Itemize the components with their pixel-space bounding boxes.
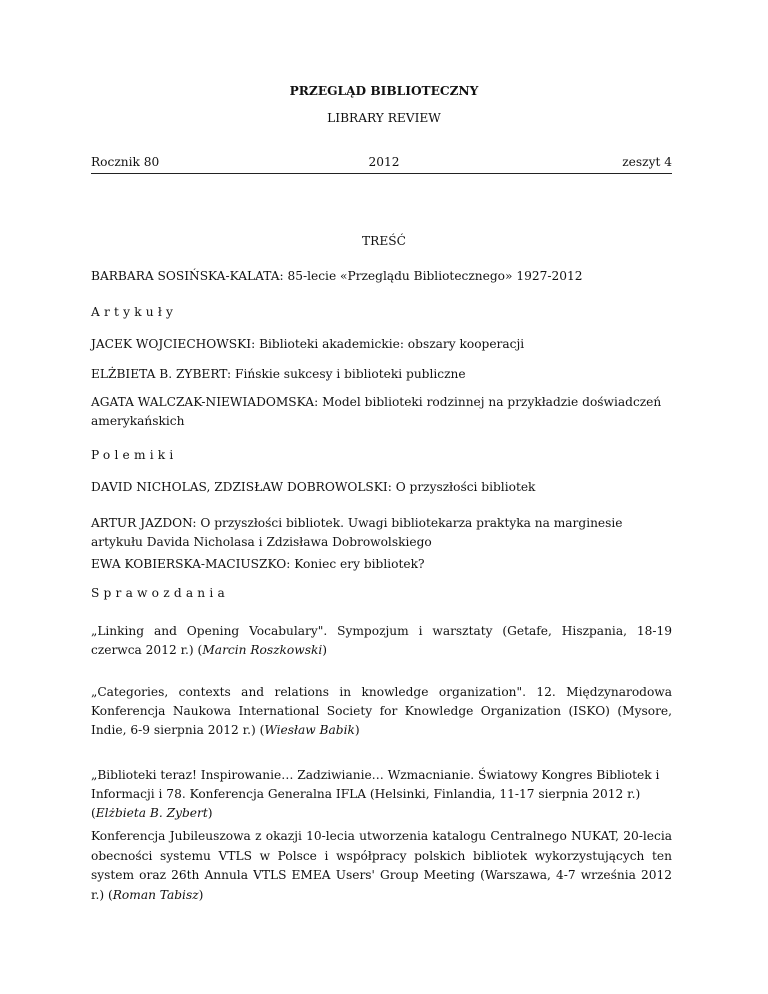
entry-title: O przyszłości bibliotek. Uwagi bibliotekarza praktyka na marginesie	[200, 516, 623, 530]
entry-title: Model biblioteki rodzinnej na przykładzie doświadczeń	[322, 395, 662, 409]
entry-text: „Biblioteki teraz! Inspirowanie… Zadziwianie… Wzmacnianie. Światowy Kongres Bibliotek i Informacji i 78. Konferencja Generalna IFLA (Helsinki, Finlandia, 11-17 sierpnia 2012 r.) (	[91, 768, 660, 820]
section-heading-polemics: Polemiki	[91, 448, 178, 462]
entry-text: „Categories, contexts and relations in knowledge organization". 12. Międzynarodowa Konferencja Naukowa International Society for Knowledge Organization (ISKO) (Mysore, Indie, 6-9 sierpnia 2012 r.) (	[91, 685, 672, 737]
entry-author: DAVID NICHOLAS, ZDZISŁAW DOBROWOLSKI:	[91, 480, 392, 494]
entry-title: Fińskie sukcesy i biblioteki publiczne	[234, 367, 466, 381]
report-entry	[91, 683, 672, 740]
article-entry	[91, 393, 672, 431]
entry-close: )	[207, 806, 213, 820]
entry-title: Koniec ery bibliotek?	[294, 557, 425, 571]
header-rule	[91, 173, 672, 174]
section-heading-reports: Sprawozdania	[91, 586, 229, 600]
entry-reporter: Marcin Roszkowski	[202, 643, 323, 657]
issue-label: zeszyt 4	[622, 155, 672, 169]
article-entry	[91, 335, 524, 354]
section-heading-articles: Artykuły	[91, 305, 178, 319]
entry-text: „Linking and Opening Vocabulary". Sympozjum i warsztaty (Getafe, Hiszpania, 18-19 czerwca 2012 r.) (	[91, 624, 672, 657]
report-entry	[91, 622, 672, 660]
entry-close: )	[198, 887, 204, 902]
report-entry	[91, 766, 672, 823]
polemic-entry	[91, 514, 672, 552]
entry-author: AGATA WALCZAK-NIEWIADOMSKA:	[91, 395, 319, 409]
contents-heading: TREŚĆ	[362, 234, 406, 248]
volume-label: Rocznik 80	[91, 155, 160, 169]
polemic-entry	[91, 478, 535, 497]
journal-title: PRZEGLĄD BIBLIOTECZNY	[289, 84, 479, 98]
article-entry	[91, 365, 466, 384]
entry-reporter: Roman Tabisz	[112, 887, 199, 902]
entry-title: O przyszłości bibliotek	[395, 480, 536, 494]
entry-close: )	[354, 723, 360, 737]
entry-title: 85-lecie «Przeglądu Bibliotecznego» 1927-2012	[287, 269, 583, 283]
intro-entry	[91, 267, 582, 286]
entry-author: ARTUR JAZDON:	[91, 516, 197, 530]
entry-author: EWA KOBIERSKA-MACIUSZKO:	[91, 557, 291, 571]
entry-text: Konferencja Jubileuszowa z okazji 10-lecia utworzenia katalogu Centralnego NUKAT, 20-lecia obecności systemu VTLS w Polsce i współpracy polskich bibliotek wykorzystujących ten system oraz 26th Annula VTLS EMEA Users' Group Meeting (Warszawa, 4-7 września 2012 r.) (	[91, 829, 672, 902]
entry-title-continued: artykułu Davida Nicholasa i Zdzisława Dobrowolskiego	[91, 535, 432, 549]
entry-reporter: Elżbieta B. Zybert	[95, 806, 208, 820]
entry-title: Biblioteki akademickie: obszary kooperacji	[259, 337, 525, 351]
polemic-entry	[91, 555, 425, 574]
entry-author: ELŻBIETA B. ZYBERT:	[91, 367, 232, 381]
year-label: 2012	[368, 155, 400, 169]
entry-author: JACEK WOJCIECHOWSKI:	[91, 337, 256, 351]
entry-author: BARBARA SOSIŃSKA-KALATA:	[91, 269, 284, 283]
entry-close: )	[322, 643, 327, 657]
entry-reporter: Wiesław Babik	[264, 723, 355, 737]
report-entry	[91, 827, 672, 905]
journal-subtitle: LIBRARY REVIEW	[327, 111, 441, 125]
entry-title-continued: amerykańskich	[91, 414, 185, 428]
